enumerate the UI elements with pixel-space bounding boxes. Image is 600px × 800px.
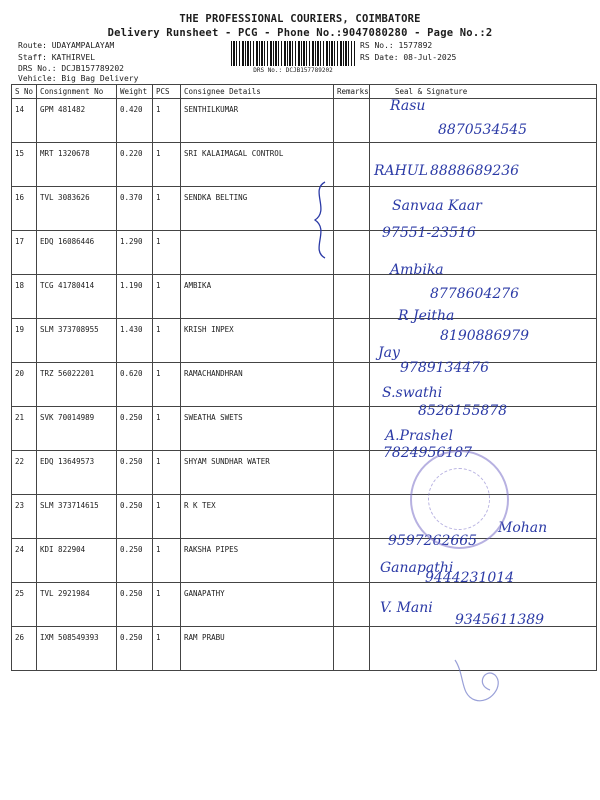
cell-sno: 22 — [12, 451, 37, 495]
signature-phone: 8870534545 — [438, 122, 528, 138]
table-row — [12, 99, 597, 143]
cell-pcs: 1 — [153, 363, 181, 407]
cell-sno: 19 — [12, 319, 37, 363]
signature-name: Rasu — [390, 98, 426, 114]
route-label: Route: UDAYAMPALAYAM — [18, 41, 115, 50]
cell-consignment: KDI 822904 — [37, 539, 117, 583]
signature-name: S.swathi — [382, 385, 443, 401]
cell-consignment: EDQ 13649573 — [37, 451, 117, 495]
cell-consignee: RAM PRABU — [181, 627, 334, 671]
cell-consignment: TVL 3083626 — [37, 187, 117, 231]
cell-sno: 18 — [12, 275, 37, 319]
cell-signature — [370, 583, 597, 627]
signature-name: Sanvaa Kaar — [392, 198, 482, 214]
cell-consignee: KRISH INPEX — [181, 319, 334, 363]
cell-sno: 24 — [12, 539, 37, 583]
cell-weight: 0.220 — [117, 143, 153, 187]
barcode — [231, 41, 355, 66]
table-row — [12, 539, 597, 583]
cell-signature — [370, 363, 597, 407]
cell-weight: 0.250 — [117, 627, 153, 671]
cell-weight: 0.250 — [117, 539, 153, 583]
cell-weight: 0.250 — [117, 583, 153, 627]
header-weight: Weight — [117, 85, 153, 99]
signature-phone: 9345611389 — [455, 612, 545, 628]
cell-consignee: SWEATHA SWETS — [181, 407, 334, 451]
page-subtitle: Delivery Runsheet - PCG - Phone No.:9047080280 - Page No.:2 — [107, 27, 493, 39]
cell-remarks — [334, 319, 370, 363]
cell-signature — [370, 143, 597, 187]
staff-label: Staff: KATHIRVEL — [18, 53, 96, 62]
header-consignment: Consignment No — [37, 85, 117, 99]
table-row — [12, 319, 597, 363]
cell-pcs: 1 — [153, 231, 181, 275]
signature-phone: 9444231014 — [425, 570, 515, 586]
cell-signature — [370, 407, 597, 451]
company-seal — [410, 450, 509, 549]
cell-consignment: TVL 2921984 — [37, 583, 117, 627]
cell-signature — [370, 231, 597, 275]
table-row — [12, 583, 597, 627]
cell-signature — [370, 275, 597, 319]
signature-name: Ambika — [390, 262, 444, 278]
cell-pcs: 1 — [153, 451, 181, 495]
cell-consignment: SLM 373714615 — [37, 495, 117, 539]
cell-sno: 20 — [12, 363, 37, 407]
cell-consignee: AMBIKA — [181, 275, 334, 319]
signature-phone: 8526155878 — [418, 403, 508, 419]
cell-remarks — [334, 495, 370, 539]
cell-consignment: TCG 41780414 — [37, 275, 117, 319]
cell-consignee: R K TEX — [181, 495, 334, 539]
cell-pcs: 1 — [153, 627, 181, 671]
cell-weight: 1.290 — [117, 231, 153, 275]
cell-consignee: SENTHILKUMAR — [181, 99, 334, 143]
cell-pcs: 1 — [153, 275, 181, 319]
cell-sno: 23 — [12, 495, 37, 539]
cell-sno: 17 — [12, 231, 37, 275]
cell-sno: 25 — [12, 583, 37, 627]
table-row — [12, 275, 597, 319]
barcode-number: DRS No.: DCJB157789202 — [253, 67, 333, 74]
table-row — [12, 363, 597, 407]
signature-phone: 8778604276 — [430, 286, 520, 302]
cell-consignee: GANAPATHY — [181, 583, 334, 627]
cell-remarks — [334, 99, 370, 143]
cell-consignment: SLM 373708955 — [37, 319, 117, 363]
cell-signature — [370, 187, 597, 231]
cell-sno: 15 — [12, 143, 37, 187]
cell-sno: 16 — [12, 187, 37, 231]
signature-name: Ganapathi — [380, 560, 454, 576]
cell-weight: 0.250 — [117, 451, 153, 495]
signature-phone: 97551-23516 — [382, 225, 476, 241]
cell-weight: 0.250 — [117, 407, 153, 451]
table-row — [12, 451, 597, 495]
cell-pcs: 1 — [153, 99, 181, 143]
table-header-row — [12, 85, 597, 99]
signature-phone: 7824956187 — [383, 445, 473, 461]
cell-consignment: TRZ 56022201 — [37, 363, 117, 407]
cell-consignment: IXM 508549393 — [37, 627, 117, 671]
header-consignee: Consignee Details — [181, 85, 334, 99]
cell-consignment: EDQ 16086446 — [37, 231, 117, 275]
cell-remarks — [334, 539, 370, 583]
cell-remarks — [334, 627, 370, 671]
signature-name: A.Prashel — [385, 428, 453, 444]
rs-number: RS No.: 1577892 — [360, 41, 433, 50]
cell-pcs: 1 — [153, 495, 181, 539]
cell-remarks — [334, 583, 370, 627]
header-remarks: Remarks — [334, 85, 370, 99]
signature-phone: 8888689236 — [430, 163, 520, 179]
cell-weight: 1.190 — [117, 275, 153, 319]
cell-consignee: RAMACHANDHRAN — [181, 363, 334, 407]
bottom-scribble — [445, 655, 525, 715]
header-sno: S No — [12, 85, 37, 99]
cell-signature — [370, 99, 597, 143]
signature-phone: 8190886979 — [440, 328, 530, 344]
cell-weight: 0.620 — [117, 363, 153, 407]
rs-date: RS Date: 08-Jul-2025 — [360, 53, 457, 62]
cell-sno: 26 — [12, 627, 37, 671]
drs-label: DRS No.: DCJB157789202 — [18, 64, 124, 73]
signature-phone: 9597262665 — [388, 533, 478, 549]
brace-scribble — [300, 180, 350, 260]
cell-weight: 0.250 — [117, 495, 153, 539]
cell-remarks — [334, 363, 370, 407]
cell-sno: 21 — [12, 407, 37, 451]
cell-pcs: 1 — [153, 319, 181, 363]
cell-weight: 0.370 — [117, 187, 153, 231]
signature-name: Jay — [378, 345, 400, 361]
header-signature: Seal & Signature — [370, 85, 597, 99]
signature-name: R Jeitha — [398, 308, 455, 324]
cell-signature — [370, 539, 597, 583]
page-title: THE PROFESSIONAL COURIERS, COIMBATORE — [179, 13, 421, 25]
signature-phone: 9789134476 — [400, 360, 490, 376]
cell-pcs: 1 — [153, 143, 181, 187]
cell-consignment: MRT 1320678 — [37, 143, 117, 187]
cell-weight: 1.430 — [117, 319, 153, 363]
signature-name: RAHUL — [374, 163, 428, 179]
cell-pcs: 1 — [153, 539, 181, 583]
runsheet-table — [11, 84, 597, 671]
cell-remarks — [334, 451, 370, 495]
cell-sno: 14 — [12, 99, 37, 143]
table-row — [12, 407, 597, 451]
cell-remarks — [334, 275, 370, 319]
cell-pcs: 1 — [153, 583, 181, 627]
vehicle-label: Vehicle: Big Bag Delivery — [18, 74, 139, 83]
cell-remarks — [334, 407, 370, 451]
cell-consignment: GPM 481482 — [37, 99, 117, 143]
cell-consignment: SVK 70014989 — [37, 407, 117, 451]
signature-name: Mohan — [498, 520, 548, 536]
signature-name: V. Mani — [380, 600, 433, 616]
cell-pcs: 1 — [153, 407, 181, 451]
header-pcs: PCS — [153, 85, 181, 99]
cell-consignee: SRI KALAIMAGAL CONTROL — [181, 143, 334, 187]
cell-consignee: RAKSHA PIPES — [181, 539, 334, 583]
cell-weight: 0.420 — [117, 99, 153, 143]
cell-pcs: 1 — [153, 187, 181, 231]
cell-consignee: SENDKA BELTING — [181, 187, 334, 231]
cell-consignee: SHYAM SUNDHAR WATER — [181, 451, 334, 495]
cell-signature — [370, 319, 597, 363]
